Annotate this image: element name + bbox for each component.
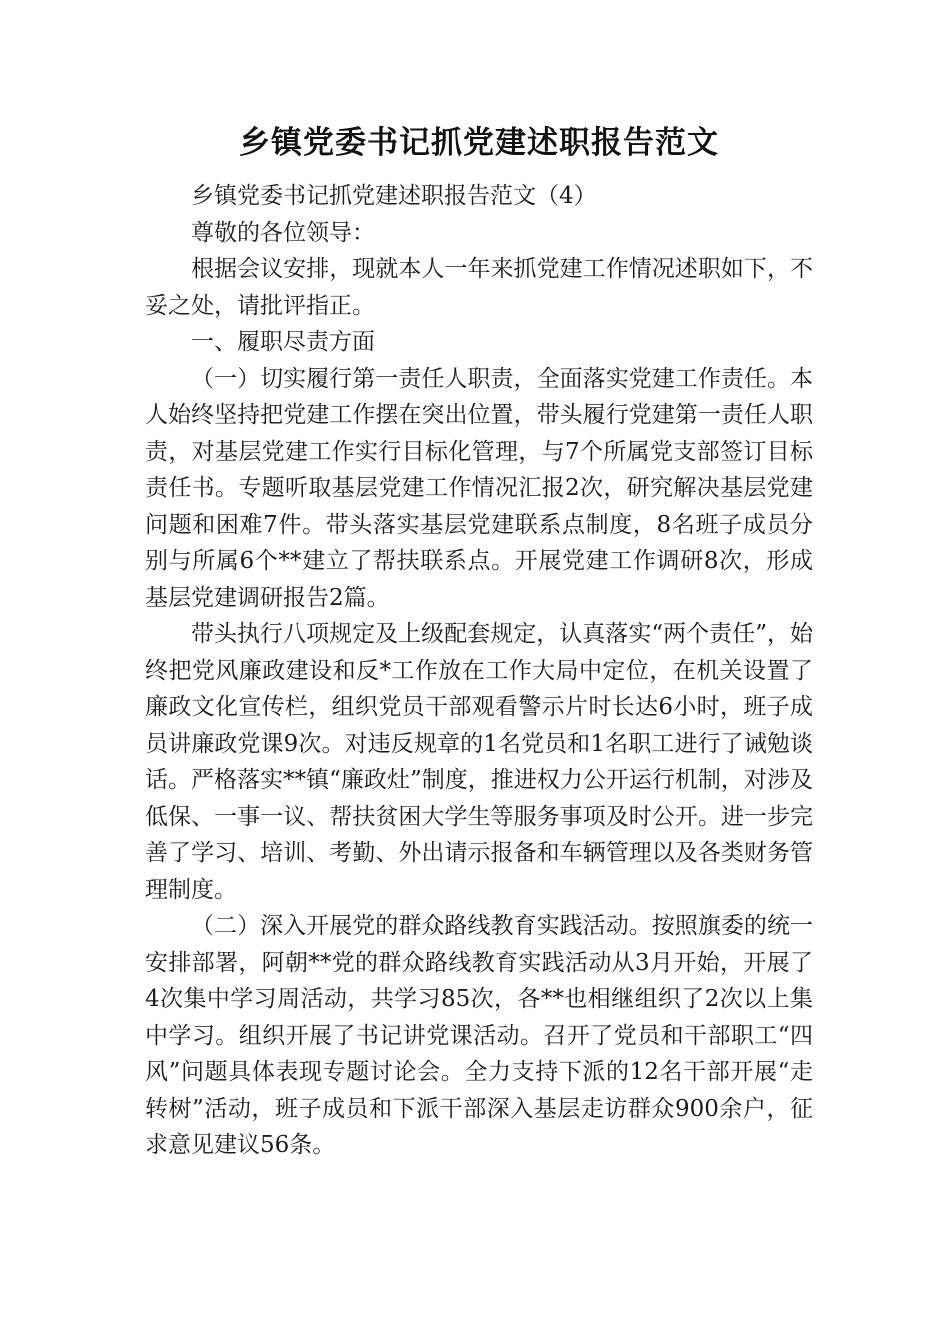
body-paragraph: （二）深入开展党的群众路线教育实践活动。按照旗委的统一安排部署，阿朝**党的群众路线教育实践活动从3月开始，开展了4次集中学习周活动，共学习85次，各**也相继组织了2次以上集中学习。组织开展了书记讲党课活动。召开了党员和干部职工“四风”问题具体表现专题讨论会。全力支持下派的12名干部开展“走转树”活动，班子成员和下派干部深入基层走访群众900余户，征求意见建议56条。 [145,913,813,1158]
document-title: 乡镇党委书记抓党建述职报告范文 [239,125,719,161]
body-paragraph: 带头执行八项规定及上级配套规定，认真落实“两个责任”，始终把党风廉政建设和反*工作放在工作大局中定位，在机关设置了廉政文化宣传栏，组织党员干部观看警示片时长达6小时，班子成员讲廉政党课9次。对违反规章的1名党员和1名职工进行了诫勉谈话。严格落实**镇“廉政灶”制度，推进权力公开运行机制，对涉及低保、一事一议、帮扶贫困大学生等服务事项及时公开。进一步完善了学习、培训、考勤、外出请示报备和车辆管理以及各类财务管理制度。 [145,621,813,903]
body-paragraph: （一）切实履行第一责任人职责，全面落实党建工作责任。本人始终坚持把党建工作摆在突出位置，带头履行党建第一责任人职责，对基层党建工作实行目标化管理，与7个所属党支部签订目标责任书。专题听取基层党建工作情况汇报2次，研究解决基层党建问题和困难7件。带头落实基层党建联系点制度，8名班子成员分别与所属6个**建立了帮扶联系点。开展党建工作调研8次，形成基层党建调研报告2篇。 [145,365,813,611]
salutation-paragraph: 尊敬的各位领导： [191,219,375,246]
section-heading: 一、履职尽责方面 [191,329,375,355]
subtitle-paragraph: 乡镇党委书记抓党建述职报告范文（4） [191,183,597,209]
intro-paragraph: 根据会议安排，现就本人一年来抓党建工作情况述职如下，不妥之处，请批评指正。 [145,256,813,319]
document-page [145,118,813,1164]
